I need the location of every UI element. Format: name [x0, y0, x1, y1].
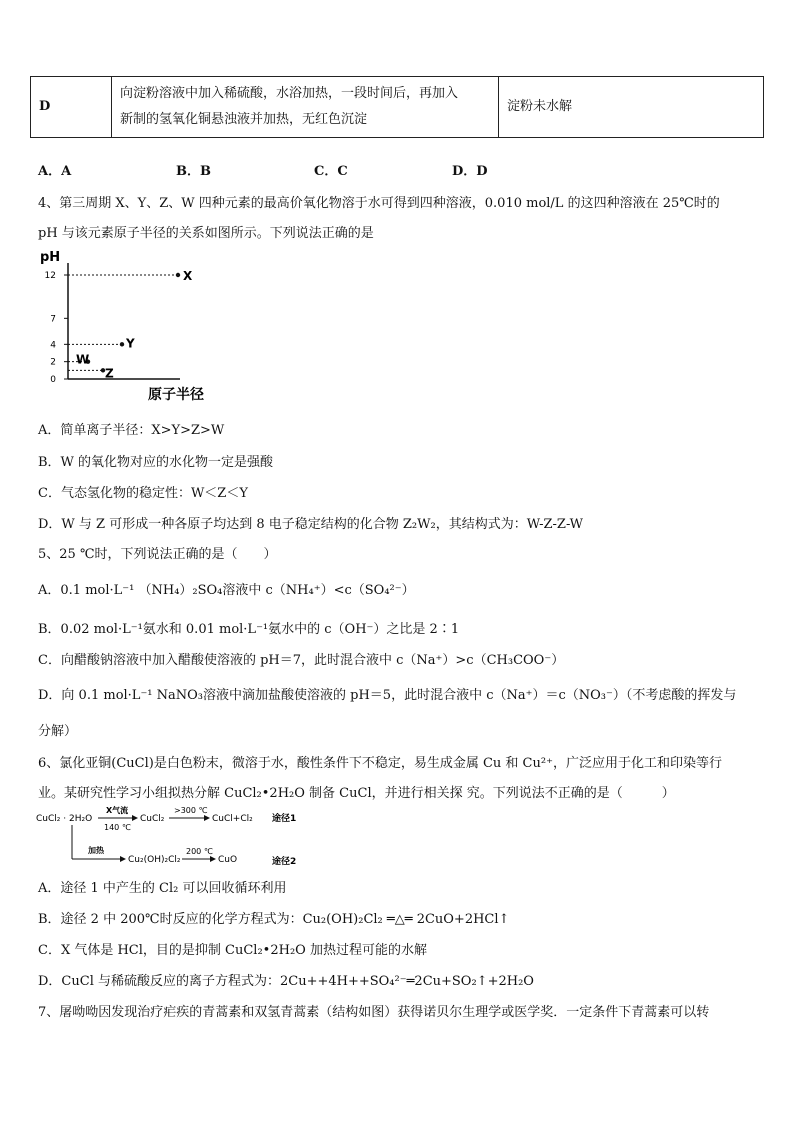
- row-label: D: [31, 77, 112, 138]
- q4-stem-line2: pH 与该元素原子半径的关系如图所示。下列说法正确的是: [38, 226, 374, 241]
- y-tick-label: 0: [50, 375, 56, 385]
- q4-option-a: A．简单离子半径：X>Y>Z>W: [38, 423, 225, 438]
- operation-line2: 新制的氢氧化铜悬浊液并加热，无红色沉淀: [120, 112, 368, 127]
- q3-choice-b: B．B: [176, 164, 211, 179]
- q6-option-d: D．CuCl 与稀硫酸反应的离子方程式为：2Cu++4H++SO₄²⁻═2Cu+SO₂↑+2H₂O: [38, 974, 534, 989]
- scheme-start: CuCl₂ · 2H₂O: [36, 814, 93, 824]
- operation-line1: 向淀粉溶液中加入稀硫酸，水浴加热，一段时间后，再加入: [120, 86, 459, 101]
- q4-option-c: C．气态氢化物的稳定性：W＜Z＜Y: [38, 486, 248, 501]
- q5-option-a: A．0.1 mol·L⁻¹ （NH₄）₂SO₄溶液中 c（NH₄⁺）<c（SO₄²⁻）: [38, 583, 415, 598]
- q6-option-c: C．X 气体是 HCl，目的是抑制 CuCl₂•2H₂O 加热过程可能的水解: [38, 943, 427, 958]
- table-row: [31, 77, 764, 138]
- y-tick-label: 7: [50, 314, 56, 325]
- chart-ylabel: pH: [40, 250, 61, 265]
- y-tick-label: 2: [50, 357, 56, 368]
- arrow3-top: 加热: [88, 846, 104, 855]
- row-operation: [112, 77, 499, 138]
- q5-option-d-cont: 分解）: [38, 724, 78, 739]
- point-Y: [120, 342, 124, 346]
- y-tick-label: 4: [50, 340, 56, 351]
- q6-stem-line1: 6、氯化亚铜(CuCl)是白色粉末，微溶于水，酸性条件下不稳定，易生成金属 Cu 和 Cu²⁺，广泛应用于化工和印染等行: [38, 756, 722, 771]
- point-label-X: X: [183, 269, 193, 283]
- scheme-mid2: Cu₂(OH)₂Cl₂: [128, 855, 181, 865]
- q4-stem-line1: 4、第三周期 X、Y、Z、W 四种元素的最高价氧化物溶于水可得到四种溶液，0.010 mol/L 的这四种溶液在 25℃时的: [38, 196, 720, 211]
- path1-label: 途径1: [272, 814, 297, 824]
- options-table: [30, 76, 764, 138]
- scheme-end1: CuCl+Cl₂: [212, 814, 253, 824]
- row-conclusion: 淀粉未水解: [499, 77, 764, 138]
- chart-xlabel: 原子半径: [148, 387, 204, 403]
- q3-choice-a: A．A: [38, 164, 72, 179]
- q4-option-b: B．W 的氧化物对应的水化物一定是强酸: [38, 455, 274, 470]
- path2-label: 途径2: [272, 857, 297, 867]
- q6-option-a: A．途径 1 中产生的 Cl₂ 可以回收循环利用: [38, 881, 287, 896]
- scheme-end2: CuO: [218, 855, 238, 865]
- point-X: [176, 273, 180, 277]
- q5-option-b: B．0.02 mol·L⁻¹氨水和 0.01 mol·L⁻¹氨水中的 c（OH⁻）之比是 2∶1: [38, 622, 460, 637]
- point-label-Z: Z: [105, 366, 114, 381]
- arrow2-top: >300 ℃: [174, 806, 208, 815]
- q6-option-b: B．途径 2 中 200℃时反应的化学方程式为：Cu₂(OH)₂Cl₂ ═△═ 2CuO+2HCl↑: [38, 912, 510, 927]
- q6-stem-line2: 业。某研究性学习小组拟热分解 CuCl₂•2H₂O 制备 CuCl，并进行相关探 究。下列说法不正确的是（ ）: [38, 786, 675, 801]
- q6-reaction-scheme: [36, 803, 326, 873]
- q5-option-d: D．向 0.1 mol·L⁻¹ NaNO₃溶液中滴加盐酸使溶液的 pH＝5，此时混合液中 c（Na⁺）＝c（NO₃⁻）（不考虑酸的挥发与: [38, 688, 737, 703]
- point-label-Y: Y: [126, 336, 135, 351]
- arrow4-top: 200 ℃: [186, 847, 213, 856]
- q7-stem-line1: 7、屠呦呦因发现治疗疟疾的青蒿素和双氢青蒿素（结构如图）获得诺贝尔生理学或医学奖．一定条件下青蒿素可以转: [38, 1005, 710, 1020]
- q3-choice-c: C．C: [314, 164, 348, 179]
- y-tick-label: 12: [44, 271, 56, 281]
- scheme-mid1: CuCl₂: [140, 814, 165, 824]
- arrow1-bottom: 140 ℃: [104, 823, 131, 832]
- q4-option-d: D．W 与 Z 可形成一种各原子均达到 8 电子稳定结构的化合物 Z₂W₂，其结构式为：W-Z-Z-W: [38, 517, 584, 532]
- q4-ph-chart: [30, 245, 230, 405]
- q3-choice-d: D．D: [452, 164, 488, 179]
- q5-option-c: C．向醋酸钠溶液中加入醋酸使溶液的 pH＝7，此时混合液中 c（Na⁺）>c（CH₃COO⁻）: [38, 653, 565, 668]
- arrow1-top: X气流: [106, 806, 129, 815]
- q5-stem: 5、25 ℃时，下列说法正确的是（ ）: [38, 547, 277, 562]
- point-label-W: W: [76, 352, 90, 367]
